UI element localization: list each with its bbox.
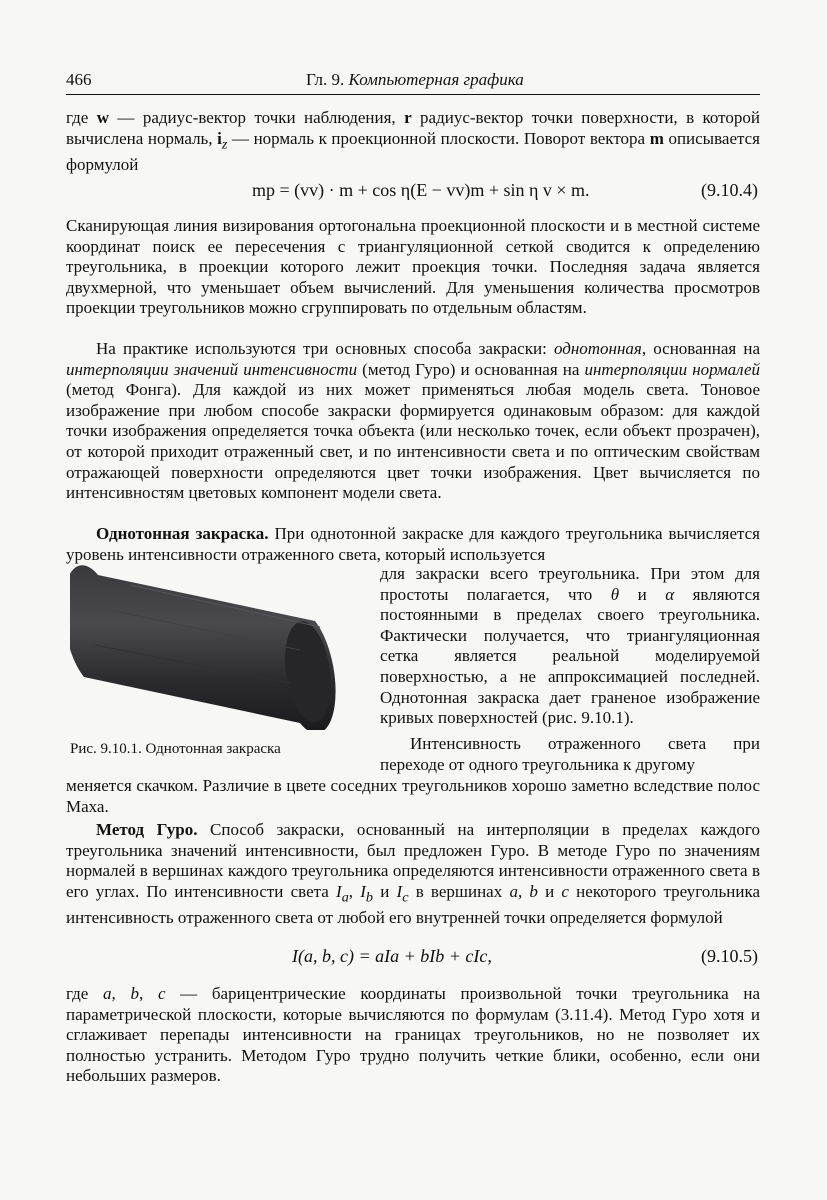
flat-shaded-cylinder-image [70,565,370,730]
text-run: (метод Фонга). Для каждой из них может применяться любая модель света. Тоновое изображение при любом способе закраски формируется одинаковым образом: для каждой точки изображения определяется точка объекта (или несколько точек, если объект прозрачен), от которой приходит отраженный свет, и по интенсивности света и по оптическим свойствам отражающей поверхности определяются цвет точки изображения. Цвет вычисляется по интенсивностям цветовых компонент модели света. [66,380,760,503]
symbol-b: b [529,881,538,901]
chapter-number: Гл. 9. [306,70,345,89]
symbol-c: c [561,881,569,901]
paragraph-scanline [66,216,760,319]
text-run: являются постоянными в пределах своего треугольника. Фактически получается, что триангуляционная сетка является реальной моделируемой поверхностью, а не аппроксимацией последней. Однотонная закраска дает граненое изображение кривых поверхностей (рис. 9.10.1). [380,584,760,728]
text-run: , основанная на [641,339,760,358]
text-run: для закраски всего треугольника. При этом для простоты полагается, что [380,564,760,604]
book-page [66,0,760,1200]
text-run: некоторого треугольника интенсивность отраженного света от любой его внутренней точки определяется формулой [66,881,761,927]
text-run: — нормаль к проекционной плоскости. Поворот вектора [227,128,650,148]
vector-r: r [404,108,412,127]
figure-caption: Рис. 9.10.1. Однотонная закраска [70,741,281,757]
section-run-in-heading: Однотонная закраска. [96,524,269,543]
text-run: , [348,881,361,901]
text-run: , [111,984,131,1003]
symbol-theta: θ [610,584,620,604]
subscript-z: z [221,135,228,152]
term-normal-interpolation: интерполяции нормалей [584,359,761,379]
text-run: где [66,108,97,127]
equation-9-10-4 [66,180,760,206]
paragraph-intensity-wrap [380,734,760,775]
term-intensity-interpolation: интерполяции значений интенсивности [66,359,358,379]
equation-formula: mp = (vv) · m + cos η(E − vv)m + sin η v × m. [252,180,590,200]
symbol-alpha: α [665,584,675,604]
text-run: и [373,881,397,901]
text-run: описывается формулой [66,128,760,174]
subscript-a: a [341,889,349,906]
vector-i: i [217,128,222,148]
running-head [66,70,760,96]
paragraph-text: меняется скачком. Различие в цвете соседних треугольников хорошо заметно вследствие полос Маха. [66,776,760,816]
paragraph-barycentric [66,984,760,1087]
header-rule [66,94,760,95]
paragraph-mach-bands [66,776,760,817]
symbol-c: c [157,984,166,1003]
equation-9-10-5 [66,946,760,972]
symbol-I: I [360,881,366,901]
text-run: Способ закраски, основанный на интерполяции в пределах каждого треугольника значений интенсивности, был предложен Гуро. В методе Гуро по значениям нормалей в вершинах каждого треугольника определяются интенсивности отраженного света в его углах. По интенсивности света [66,820,760,901]
subscript-c: c [402,889,409,906]
figure-9-10-1 [70,565,370,765]
section-run-in-heading: Метод Гуро. [96,820,198,839]
equation-number: (9.10.4) [701,180,758,200]
symbol-a: a [103,984,112,1003]
paragraph-intro [66,108,760,175]
text-run: и [619,584,666,604]
text-run: где [66,984,104,1003]
text-run: радиус-вектор точки поверхности, в которой вычислена нормаль, [66,108,760,148]
text-run: — радиус-вектор точки наблюдения, [109,108,405,127]
term-flat: однотонная [553,339,642,358]
paragraph-flat-shading-wrap [380,564,760,729]
vector-m: m [649,128,664,148]
paragraph-flat-shading [66,524,760,565]
text-run: и [537,881,562,901]
text-run: (метод Гуро) и основанная на [357,359,585,379]
chapter-heading [306,70,524,90]
page-number: 466 [66,70,92,89]
paragraph-gouraud [66,820,760,928]
subscript-b: b [365,889,373,906]
text-run: в вершинах [408,881,510,901]
paragraph-text: Сканирующая линия визирования ортогональна проекционной плоскости и в местной системе координат поиск ее пересечения с триангуляционной сеткой сводится к определению треугольника, в проекции которого лежит проекция точки. Последняя задача является двухмерной, что уменьшает объем вычислений. Для уменьшения количества просмотров проекции треугольников можно сгруппировать по отдельным областям. [66,216,760,318]
text-run: — барицентрические координаты произвольной точки треугольника на параметрической плоскости, которые вычисляются по формулам (3.11.4). Метод Гуро хотя и сглаживает перепады интенсивности на границах треугольников, но не позволяет их полностью устранить. Методом Гуро трудно получить четкие блики, особенно, если они небольших размеров. [66,984,760,1086]
equation-number: (9.10.5) [701,946,758,966]
text-run: На практике используются три основных способа закраски: [96,339,554,358]
paragraph-shading-methods [66,339,760,504]
text-run: , [517,881,530,901]
text-run: , [138,984,158,1003]
paragraph-text: Интенсивность отраженного света при переходе от одного треугольника к другому [380,734,760,774]
chapter-title: Компьютерная графика [348,70,524,89]
symbol-a: a [509,881,518,901]
vector-w: w [96,108,110,127]
symbol-I: I [336,881,342,901]
text-run: При однотонной закраске для каждого треугольника вычисляется уровень интенсивности отраженного света, который используется [66,524,760,564]
symbol-I: I [396,881,403,901]
equation-formula: I(a, b, c) = aIa + bIb + cIc, [292,946,492,966]
symbol-b: b [130,984,139,1003]
